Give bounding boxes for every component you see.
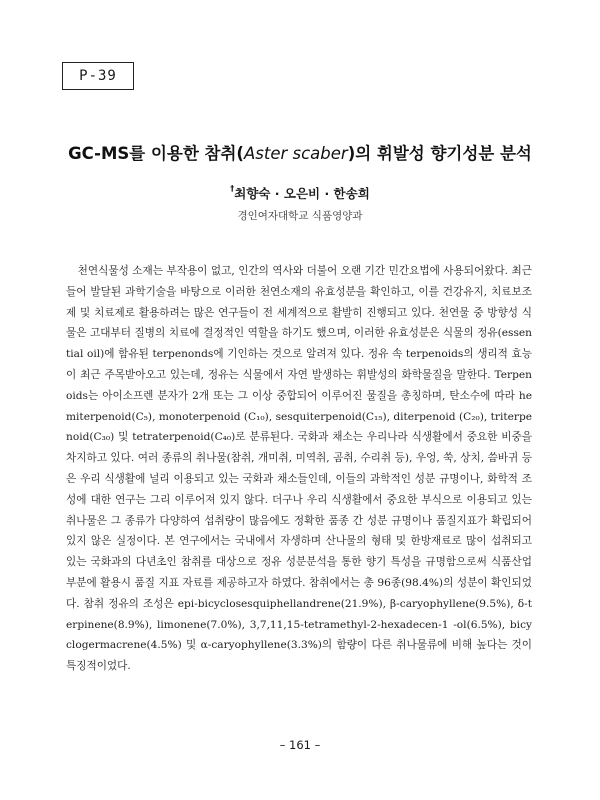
author-list	[0, 184, 600, 202]
title-prefix: GC-MS를 이용한 참취(	[68, 144, 244, 163]
abstract	[66, 261, 532, 677]
page-number: – 161 –	[279, 738, 321, 752]
corresponding-mark: †	[230, 183, 235, 193]
title-species: Aster scaber	[243, 144, 348, 163]
paper-title	[0, 140, 600, 164]
author-names: 최향숙 · 오은비 · 한송희	[234, 186, 370, 201]
poster-id: P-39	[79, 68, 117, 84]
affiliation: 경인여자대학교 식품영양과	[237, 210, 363, 222]
abstract-paragraph: 천연식물성 소재는 부작용이 없고, 인간의 역사와 더불어 오랜 기간 민간요법에 사용되어왔다. 최근 들어 발달된 과학기술을 바탕으로 이러한 천연소재의 유효성분을 확인하고, 이를 건강유지, 치료보조제 및 치료제로 활용하려는 많은 연구들이 전 세계적으로 활발히 진행되고 있다. 천연물 중 방향성 식물은 고대부터 질병의 치료에 결정적인 역할을 하기도 했으며, 이러한 유효성분은 식물의 정유(essential oil)에 함유된 terpenonds에 기인하는 것으로 알려져 있다. 정유 속 terpenoids의 생리적 효능이 최근 주목받아오고 있는데, 정유는 식물에서 자연 발생하는 휘발성의 화학물질을 말한다. Terpenoids는 아이소프렌 분자가 2개 또는 그 이상 중합되어 이루어진 물질을 총칭하며, 탄소수에 따라 hemiterpenoid(C₅), monoterpenoid (C₁₀), sesquiterpenoid(C₁₅), diterpenoid (C₂₀), triterpenoid(C₃₀) 및 tetraterpenoid(C₄₀)로 분류된다. 국화과 채소는 우리나라 식생활에서 중요한 비중을 차지하고 있다. 여러 종류의 취나물(참취, 개미취, 미역취, 곰취, 수리취 등), 우엉, 쑥, 상치, 씀바귀 등은 우리 식생활에 널리 이용되고 있는 국화과 채소들인데, 이들의 과학적인 성분 규명이나, 화학적 조성에 대한 연구는 그리 이루어져 있지 않다. 더구나 우리 식생활에서 중요한 부식으로 이용되고 있는 취나물은 그 종류가 다양하여 섭취량이 많음에도 정확한 품종 간 성분 규명이나 품질지표가 확립되어 있지 않은 실정이다. 본 연구에서는 국내에서 자생하며 산나물의 형태 및 한방재료로 많이 섭취되고 있는 국화과의 다년초인 참취를 대상으로 정유 성분분석을 통한 향기 특성을 규명함으로써 식품산업 부분에 활용시 품질 지표 자료를 제공하고자 하였다. 참취에서는 총 96종(98.4%)의 성분이 확인되었다. 참취 정유의 조성은 epi-bicyclosesquiphellandrene(21.9%), β-caryophyllene(9.5%), δ-terpinene(8.9%), limonene(7.0%), 3,7,11,15-tetramethyl-2-hexadecen-1 -ol(6.5%), bicyclogermacrene(4.5%) 및 α-caryophyllene(3.3%)의 함량이 다른 취나물류에 비해 높다는 것이 특징적이었다.	[66, 265, 532, 673]
title-suffix: )의 휘발성 향기성분 분석	[347, 144, 532, 163]
poster-id-box	[62, 62, 134, 90]
